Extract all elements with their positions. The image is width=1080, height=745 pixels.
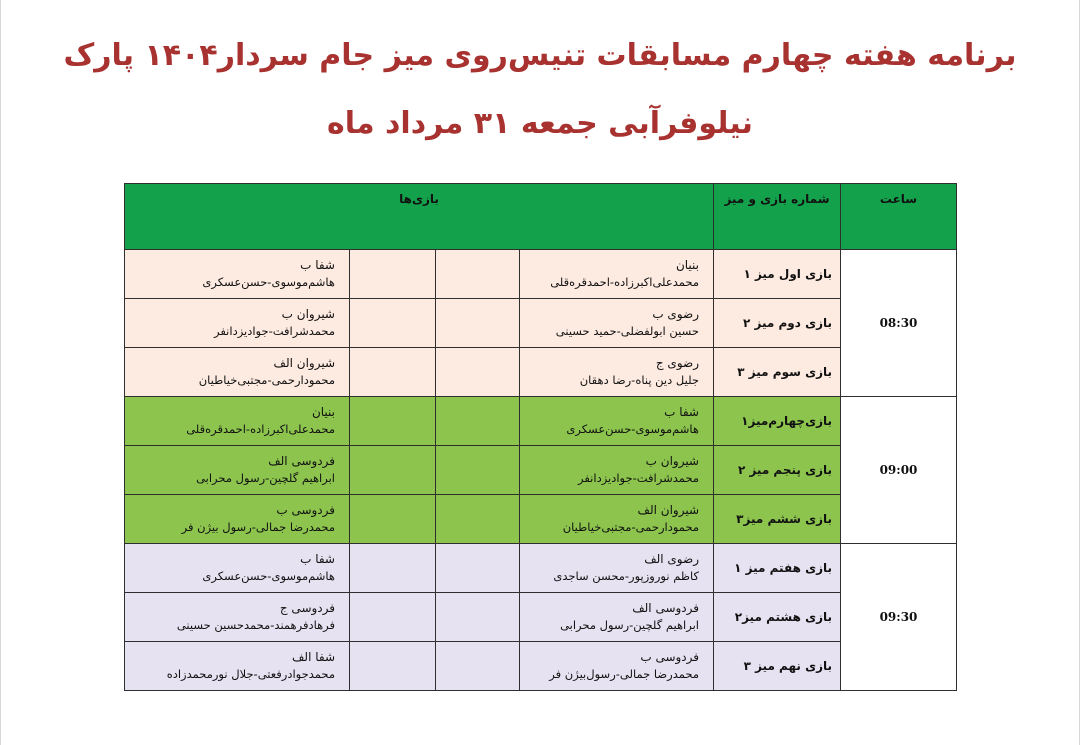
- team-b: [125, 348, 350, 397]
- club-name: شیروان ب: [281, 307, 335, 321]
- team-b: [125, 495, 350, 544]
- team-a: [520, 593, 714, 642]
- club-name: شیروان ب: [645, 454, 699, 468]
- score-cell: [436, 446, 520, 495]
- player-names: هاشم‌موسوی-حسن‌عسکری: [202, 275, 335, 289]
- table-row: [125, 446, 957, 495]
- player-names: هاشم‌موسوی-حسن‌عسکری: [202, 569, 335, 583]
- score-cell: [436, 544, 520, 593]
- player-names: ابراهیم گلچین-رسول محرابی: [560, 618, 699, 632]
- table-row: [125, 593, 957, 642]
- player-names: محمدشرافت-جوادیزدانفر: [578, 471, 699, 485]
- player-names: محمدعلی‌اکبرزاده-احمدقره‌قلی: [186, 422, 335, 436]
- club-name: فردوسی ج: [279, 601, 335, 615]
- team-b: [125, 250, 350, 299]
- header-games: بازی‌ها: [125, 184, 714, 250]
- player-names: جلیل دین پناه-رضا دهقان: [579, 373, 699, 387]
- team-b: [125, 642, 350, 691]
- page-title: برنامه هفته چهارم مسابقات تنیس‌روی میز جام سردار۱۴۰۴ پارک: [63, 38, 1017, 73]
- score-cell: [350, 299, 436, 348]
- score-cell: [350, 446, 436, 495]
- team-a: [520, 250, 714, 299]
- game-label: بازی سوم میز ۳: [714, 348, 841, 397]
- game-label: بازی پنجم میز ۲: [714, 446, 841, 495]
- score-cell: [350, 397, 436, 446]
- club-name: رضوی الف: [644, 552, 699, 566]
- team-a: [520, 495, 714, 544]
- club-name: فردوسی الف: [632, 601, 699, 615]
- score-cell: [350, 250, 436, 299]
- club-name: شیروان الف: [637, 503, 699, 517]
- team-a: [520, 348, 714, 397]
- club-name: فردوسی ب: [640, 650, 699, 664]
- game-label: بازی هفتم میز ۱: [714, 544, 841, 593]
- player-names: محمودارحمی-مجتبی‌خیاطیان: [562, 520, 699, 534]
- team-a: [520, 299, 714, 348]
- team-a: [520, 397, 714, 446]
- score-cell: [436, 593, 520, 642]
- club-name: شفا الف: [291, 650, 335, 664]
- club-name: فردوسی ب: [276, 503, 335, 517]
- player-names: محمودارحمی-مجتبی‌خیاطیان: [198, 373, 335, 387]
- team-b: [125, 593, 350, 642]
- score-cell: [350, 593, 436, 642]
- score-cell: [436, 495, 520, 544]
- player-names: محمدشرافت-جوادیزدانفر: [214, 324, 335, 338]
- table-row: [125, 348, 957, 397]
- player-names: کاظم نوروزپور-محسن ساجدی: [553, 569, 699, 583]
- score-cell: [436, 397, 520, 446]
- score-cell: [436, 348, 520, 397]
- table-row: [125, 495, 957, 544]
- player-names: ابراهیم گلچین-رسول محرابی: [196, 471, 335, 485]
- team-b: [125, 299, 350, 348]
- player-names: محمدجوادرفعتی-جلال نورمحمدزاده: [166, 667, 335, 681]
- time-slot: 09:30: [841, 544, 957, 691]
- club-name: رضوی ب: [652, 307, 699, 321]
- team-a: [520, 544, 714, 593]
- header-time: ساعت: [841, 184, 957, 250]
- score-cell: [436, 299, 520, 348]
- page-subtitle: نیلوفرآبی جمعه ۳۱ مرداد ماه: [327, 106, 753, 141]
- player-names: محمدعلی‌اکبرزاده-احمدقره‌قلی: [550, 275, 699, 289]
- team-a: [520, 446, 714, 495]
- table-row: [125, 299, 957, 348]
- score-cell: [436, 642, 520, 691]
- club-name: بنیان: [311, 405, 335, 419]
- table-row: [125, 397, 957, 446]
- game-label: بازی هشتم میز۲: [714, 593, 841, 642]
- player-names: فرهادفرهمند-محمدحسین حسینی: [176, 618, 335, 632]
- team-b: [125, 544, 350, 593]
- time-slot: 09:00: [841, 397, 957, 544]
- player-names: محمدرضا جمالی-رسول‌بیژن فر: [549, 667, 699, 681]
- club-name: فردوسی الف: [268, 454, 335, 468]
- header-game-table: شماره بازی و میز: [714, 184, 841, 250]
- score-cell: [350, 642, 436, 691]
- player-names: حسین ابولفضلی-حمید حسینی: [555, 324, 699, 338]
- schedule-table: [124, 183, 957, 691]
- score-cell: [436, 250, 520, 299]
- club-name: شفا ب: [300, 258, 335, 272]
- club-name: شفا ب: [664, 405, 699, 419]
- game-label: بازی نهم میز ۳: [714, 642, 841, 691]
- game-label: بازی ششم میز۳: [714, 495, 841, 544]
- score-cell: [350, 544, 436, 593]
- game-label: بازی اول میز ۱: [714, 250, 841, 299]
- table-row: [125, 250, 957, 299]
- score-cell: [350, 495, 436, 544]
- score-cell: [350, 348, 436, 397]
- player-names: محمدرضا جمالی-رسول بیژن فر: [181, 520, 335, 534]
- club-name: رضوی ج: [655, 356, 699, 370]
- club-name: بنیان: [675, 258, 699, 272]
- player-names: هاشم‌موسوی-حسن‌عسکری: [566, 422, 699, 436]
- team-b: [125, 446, 350, 495]
- club-name: شیروان الف: [273, 356, 335, 370]
- table-row: [125, 544, 957, 593]
- team-a: [520, 642, 714, 691]
- time-slot: 08:30: [841, 250, 957, 397]
- team-b: [125, 397, 350, 446]
- table-row: [125, 642, 957, 691]
- game-label: بازی‌چهارم‌میز۱: [714, 397, 841, 446]
- club-name: شفا ب: [300, 552, 335, 566]
- game-label: بازی دوم میز ۲: [714, 299, 841, 348]
